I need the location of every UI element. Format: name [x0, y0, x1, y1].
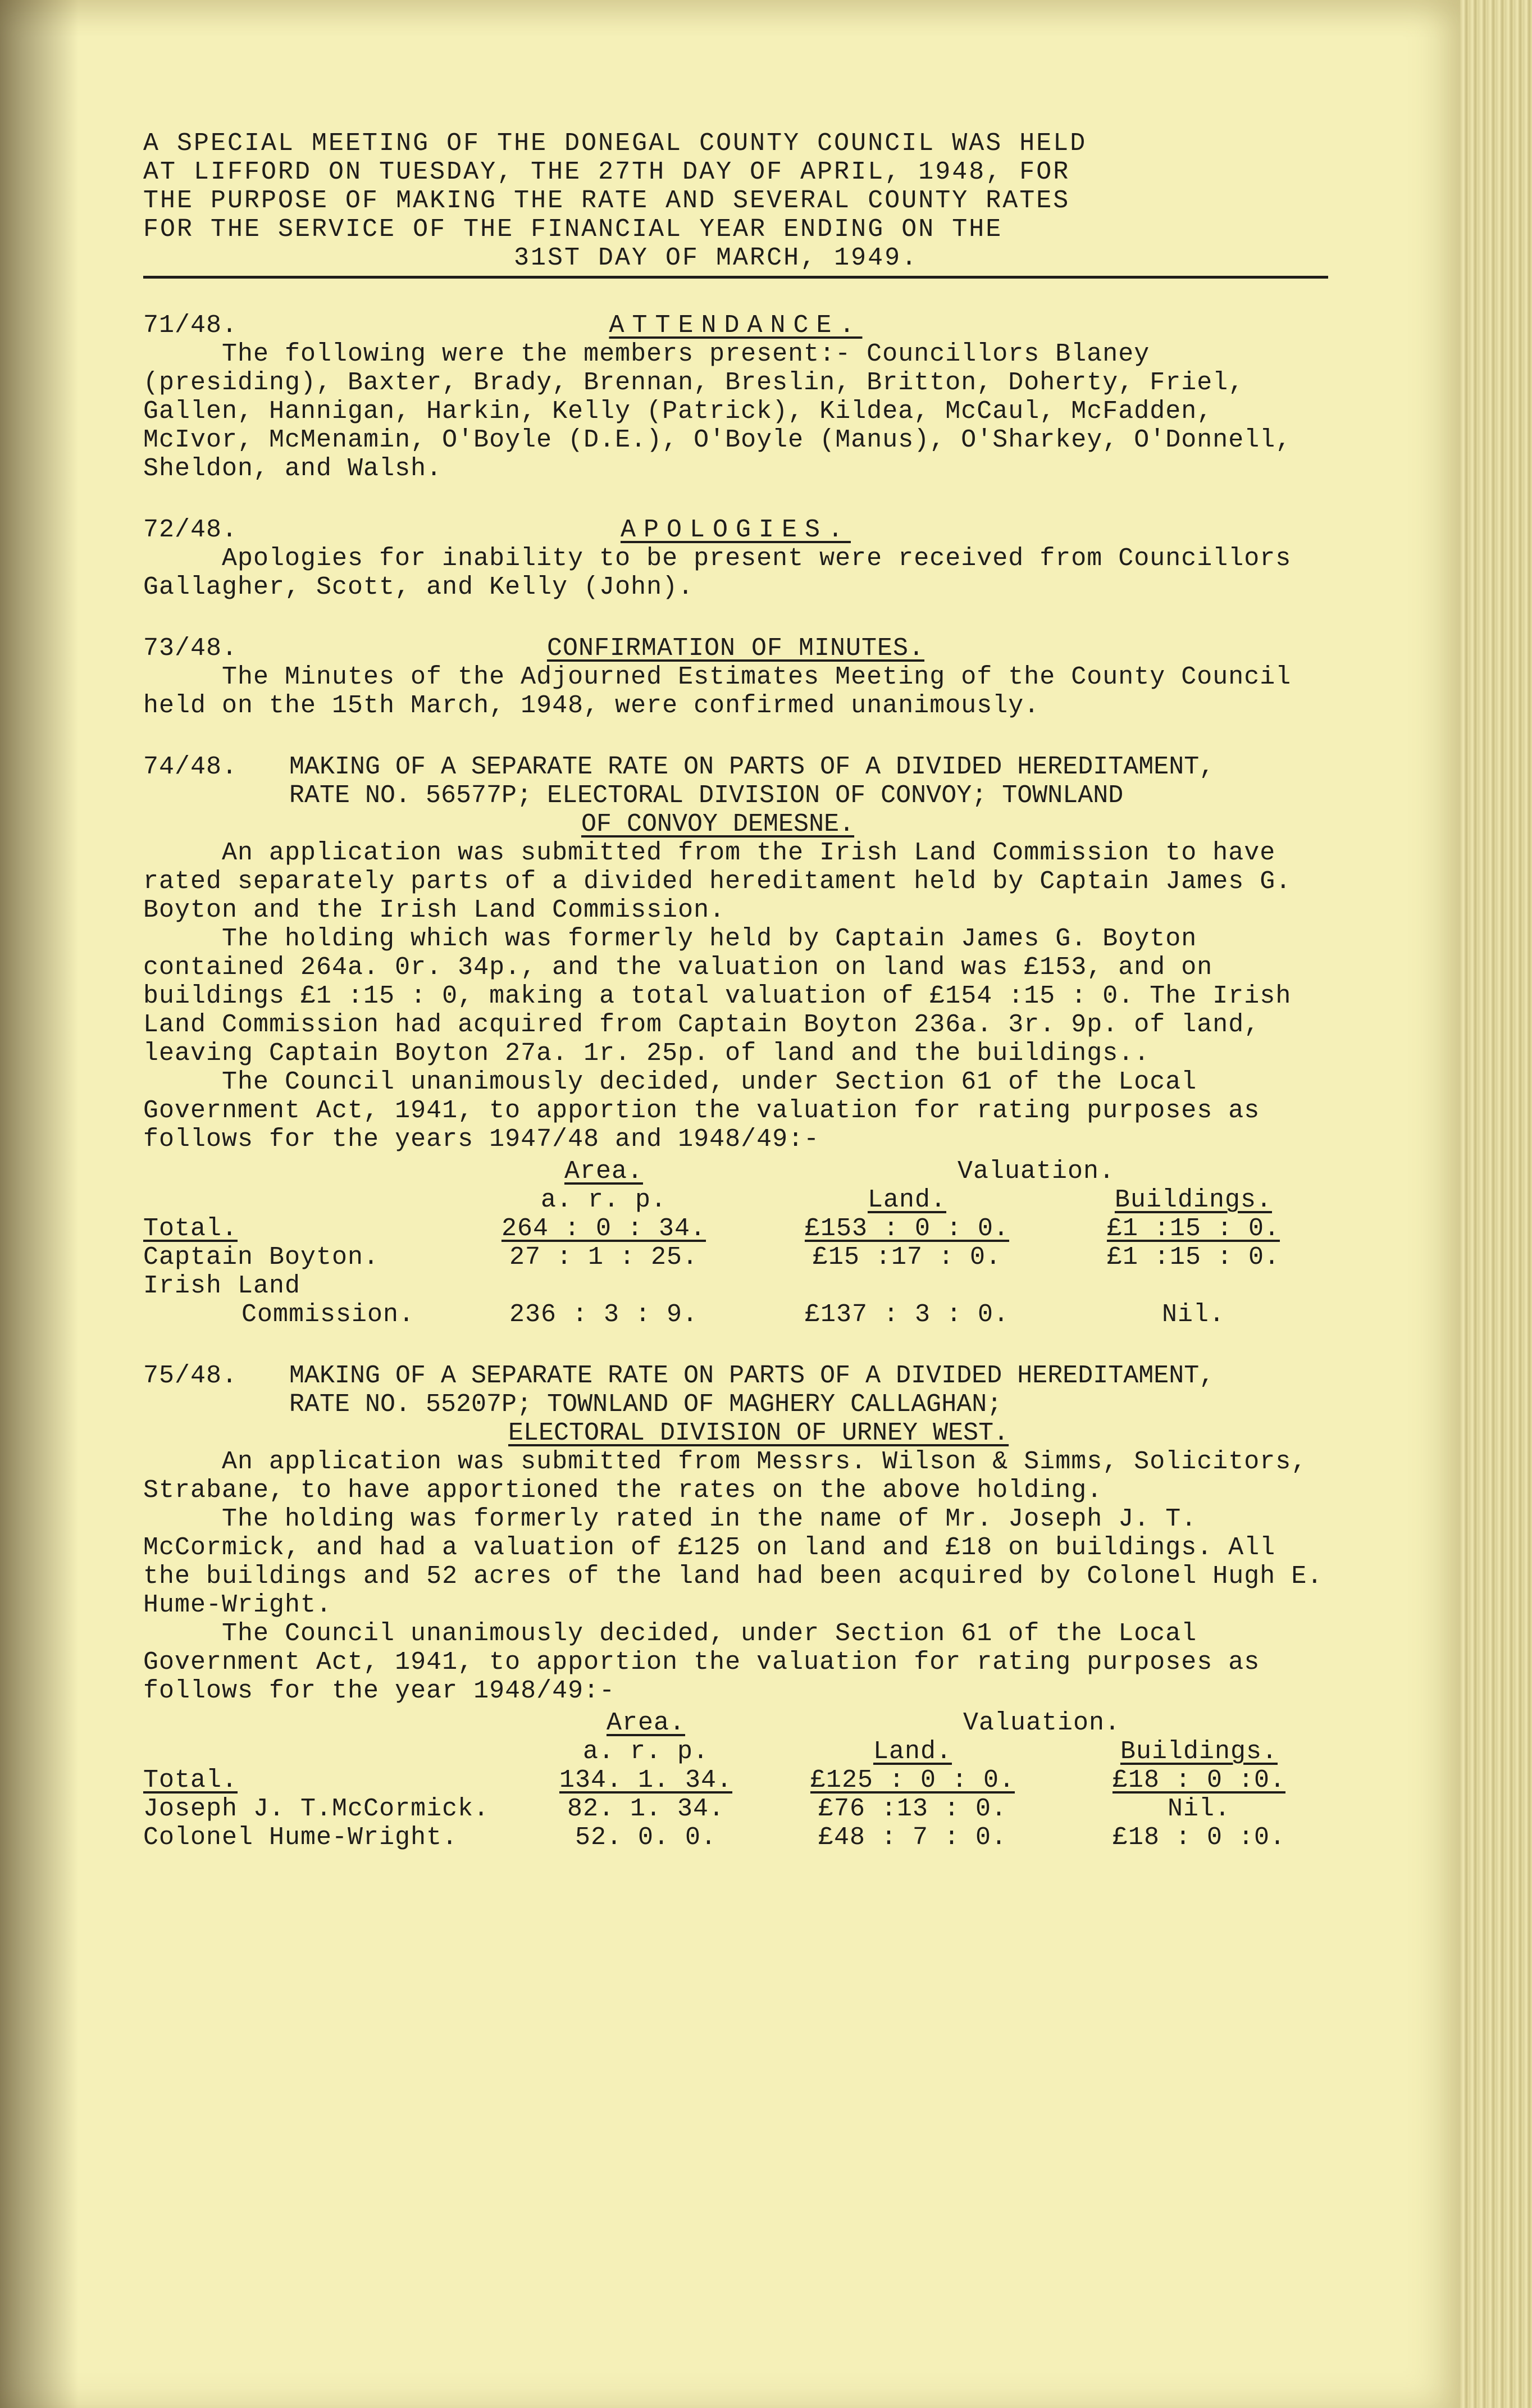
section-74 [143, 753, 1328, 1329]
section-title: ATTENDANCE. [609, 311, 863, 340]
header-line: 31ST DAY OF MARCH, 1949. [514, 244, 919, 272]
title-line-wrap [289, 1419, 1289, 1447]
section-attendance [143, 311, 1328, 483]
section-title: APOLOGIES. [620, 516, 851, 544]
minute-number: 71/48. [143, 311, 238, 340]
table-row [143, 1300, 1323, 1329]
row-buildings: £1 :15 : 0. [1106, 1214, 1280, 1243]
row-area: 236 : 3 : 9. [509, 1300, 699, 1329]
paragraph: The Council unanimously decided, under Section 61 of the Local Government Act, 1941, to apportion the valuation for rating purposes as follows for the year 1948/49:- [143, 1619, 1260, 1705]
area-heading: Area. [564, 1157, 644, 1186]
title-line: OF CONVOY DEMESNE. [581, 810, 855, 839]
row-buildings: £1 :15 : 0. [1106, 1243, 1280, 1272]
apportionment-table [143, 1157, 1323, 1329]
table-row [143, 1823, 1328, 1852]
row-name: Total. [143, 1766, 238, 1795]
row-land: £137 : 3 : 0. [804, 1300, 1010, 1329]
title-line: MAKING OF A SEPARATE RATE ON PARTS OF A DIVIDED HEREDITAMENT, [289, 1362, 1215, 1390]
header-rule [143, 276, 1328, 279]
row-area: 52. 0. 0. [574, 1823, 717, 1852]
row-name: Captain Boyton. [143, 1243, 380, 1272]
valuation-heading: Valuation. [963, 1709, 1121, 1737]
table-row [143, 1243, 1323, 1272]
section-body: The following were the members present:- Councillors Blaney (presiding), Baxter, Brady, Brennan, Breslin, Britton, Doherty, Friel, Gallen, Hannigan, Harkin, Kelly (Patrick), Kildea, McCaul, McFadden, McIvor, McMenamin, O'Boyle (D.E.), O'Boyle (Manus), O'Sharkey, O'Donnell, Sheldon, and Walsh. [143, 340, 1292, 483]
row-land: £15 :17 : 0. [812, 1243, 1002, 1272]
section-apologies [143, 516, 1328, 602]
row-name: Total. [143, 1214, 238, 1243]
buildings-heading: Buildings. [1120, 1737, 1278, 1766]
paragraph: The holding which was formerly held by Captain James G. Boyton contained 264a. 0r. 34p., and the valuation on land was £153, and on buildings £1 :15 : 0, making a total valuation of £154 :15 : 0. The Irish Land Commission had acquired from Captain Boyton 236a. 3r. 9p. of land, leaving Captain Boyton 27a. 1r. 25p. of land and the buildings.. [143, 925, 1292, 1068]
row-area: 27 : 1 : 25. [509, 1243, 699, 1272]
header-line: THE PURPOSE OF MAKING THE RATE AND SEVERAL COUNTY RATES [143, 186, 1070, 215]
minute-number: 74/48. [143, 753, 238, 781]
row-buildings: £18 : 0 :0. [1112, 1823, 1286, 1852]
row-buildings: £18 : 0 :0. [1112, 1766, 1286, 1795]
row-area: 264 : 0 : 34. [501, 1214, 706, 1243]
title-line: RATE NO. 55207P; TOWNLAND OF MAGHERY CALLAGHAN; [289, 1390, 1002, 1419]
table-row [143, 1795, 1328, 1823]
paragraph: An application was submitted from the Irish Land Commission to have rated separately parts of a divided hereditament held by Captain James G. Boyton and the Irish Land Commission. [143, 839, 1292, 925]
section-confirmation [143, 634, 1328, 720]
arp-heading: a. r. p. [582, 1737, 709, 1766]
row-area: 134. 1. 34. [559, 1766, 733, 1795]
paragraph: The Council unanimously decided, under Section 61 of the Local Government Act, 1941, to apportion the valuation for rating purposes as follows for the years 1947/48 and 1948/49:- [143, 1068, 1260, 1154]
row-land: £125 : 0 : 0. [810, 1766, 1015, 1795]
table-row [143, 1766, 1328, 1795]
table-row [143, 1272, 1323, 1300]
book-page-edges [1460, 0, 1532, 2408]
row-name: Joseph J. T.McCormick. [143, 1795, 490, 1823]
section-title [289, 1362, 1289, 1447]
arp-heading: a. r. p. [540, 1186, 667, 1214]
valuation-heading: Valuation. [957, 1157, 1115, 1186]
section-body: The Minutes of the Adjourned Estimates Meeting of the County Council held on the 15th March, 1948, were confirmed unanimously. [143, 663, 1292, 720]
title-line: RATE NO. 56577P; ELECTORAL DIVISION OF CONVOY; TOWNLAND [289, 781, 1124, 810]
land-heading: Land. [867, 1186, 947, 1214]
header-line: FOR THE SERVICE OF THE FINANCIAL YEAR ENDING ON THE [143, 215, 1003, 244]
row-land: £76 :13 : 0. [818, 1795, 1007, 1823]
title-line-wrap [289, 810, 1289, 839]
minutes-content [143, 129, 1328, 1852]
header-line: AT LIFFORD ON TUESDAY, THE 27TH DAY OF APRIL, 1948, FOR [143, 158, 1070, 186]
paragraph: An application was submitted from Messrs. Wilson & Simms, Solicitors, Strabane, to have apportioned the rates on the above holding. [143, 1447, 1307, 1505]
title-line: MAKING OF A SEPARATE RATE ON PARTS OF A DIVIDED HEREDITAMENT, [289, 753, 1215, 781]
buildings-heading: Buildings. [1114, 1186, 1273, 1214]
row-name: Commission. [241, 1300, 415, 1329]
row-name: Colonel Hume-Wright. [143, 1823, 458, 1852]
section-title [289, 753, 1289, 839]
row-buildings: Nil. [1161, 1300, 1225, 1329]
section-body: Apologies for inability to be present were received from Councillors Gallagher, Scott, and Kelly (John). [143, 544, 1292, 602]
section-75 [143, 1362, 1328, 1852]
row-area: 82. 1. 34. [567, 1795, 725, 1823]
minute-number: 73/48. [143, 634, 238, 663]
row-land: £48 : 7 : 0. [818, 1823, 1007, 1852]
row-buildings: Nil. [1167, 1795, 1231, 1823]
apportionment-table [143, 1709, 1328, 1852]
header-line: A SPECIAL MEETING OF THE DONEGAL COUNTY COUNCIL WAS HELD [143, 129, 1087, 158]
binding-shadow [0, 0, 79, 2408]
meeting-header [143, 129, 1328, 279]
paragraph: The holding was formerly rated in the name of Mr. Joseph J. T. McCormick, and had a valuation of £125 on land and £18 on buildings. All the buildings and 52 acres of the land had been acquired by Colonel Hugh E. Hume-Wright. [143, 1505, 1323, 1619]
title-line: ELECTORAL DIVISION OF URNEY WEST. [508, 1419, 1009, 1447]
area-heading: Area. [606, 1709, 686, 1737]
land-heading: Land. [873, 1737, 952, 1766]
table-row [143, 1214, 1323, 1243]
section-title: CONFIRMATION OF MINUTES. [546, 634, 925, 663]
row-land: £153 : 0 : 0. [804, 1214, 1010, 1243]
minute-number: 75/48. [143, 1362, 238, 1390]
minute-number: 72/48. [143, 516, 238, 544]
row-name: Irish Land [143, 1272, 301, 1300]
